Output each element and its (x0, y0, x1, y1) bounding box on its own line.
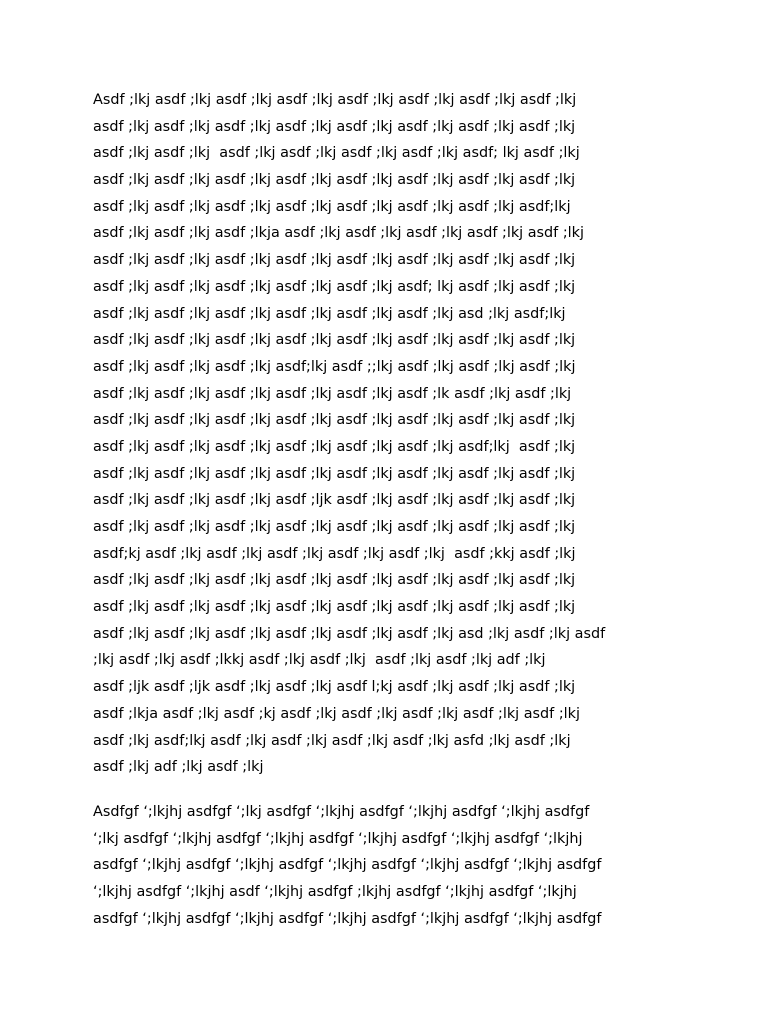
text-line: asdf ;lkj asdf ;lkj asdf ;lkj asdf ;lkj asdf ;lkj asdf ;lkj asdf; lkj asdf ;lkj (93, 145, 580, 162)
text-line: asdf ;lkj asdf ;lkj asdf ;lkj asdf ;lkj asdf ;lkj asdf; lkj asdf ;lkj asdf ;lkj (93, 278, 576, 295)
text-line: asdf ;lkj asdf ;lkj asdf ;lkj asdf ;lkj asdf ;lkj asdf ;lkj asdf ;lkj asdf ;lkj (93, 465, 576, 482)
text-line: asdf ;lkj asdf ;lkj asdf ;lkj asdf ;lkj asdf ;lkj asdf ;lkj asdf ;lkj asdf;lkj (93, 198, 571, 215)
text-line: asdfgf ‘;lkjhj asdfgf ‘;lkjhj asdfgf ‘;lkjhj asdfgf ‘;lkjhj asdfgf ‘;lkjhj asdfgf (93, 910, 602, 927)
text-line: asdf ;ljk asdf ;ljk asdf ;lkj asdf ;lkj asdf l;kj asdf ;lkj asdf ;lkj asdf ;lkj (93, 679, 576, 696)
text-line: ;lkj asdf ;lkj asdf ;lkkj asdf ;lkj asdf ;lkj asdf ;lkj asdf ;lkj adf ;lkj (93, 652, 546, 669)
text-line: asdf ;lkj asdf ;lkj asdf ;lkj asdf ;lkj asdf ;lkj asdf ;lkj asdf;lkj asdf ;lkj (93, 438, 576, 455)
text-line: asdf ;lkj asdf ;lkj asdf ;lkj asdf ;lkj asdf ;lkj asdf ;lk asdf ;lkj asdf ;lkj (93, 385, 572, 402)
text-line: ‘;lkj asdfgf ‘;lkjhj asdfgf ‘;lkjhj asdfgf ‘;lkjhj asdfgf ‘;lkjhj asdfgf ‘;lkjhj (93, 830, 583, 847)
text-line: asdf ;lkj asdf ;lkj asdf ;lkja asdf ;lkj asdf ;lkj asdf ;lkj asdf ;lkj asdf ;lkj (93, 225, 584, 242)
text-line: asdf ;lkj asdf ;lkj asdf ;lkj asdf ;lkj asdf ;lkj asdf ;lkj asdf ;lkj asdf ;lkj (93, 252, 576, 269)
text-line: asdf ;lkj asdf ;lkj asdf ;lkj asdf ;lkj asdf ;lkj asdf ;lkj asdf ;lkj asdf ;lkj (93, 519, 576, 535)
text-line: asdf ;lkj asdf ;lkj asdf ;lkj asdf ;lkj asdf ;lkj asdf ;lkj asd ;lkj asdf;lkj (93, 305, 566, 322)
text-line: Asdf ;lkj asdf ;lkj asdf ;lkj asdf ;lkj asdf ;lkj asdf ;lkj asdf ;lkj asdf ;lkj (93, 92, 577, 108)
text-line: asdf ;lkj asdf ;lkj asdf ;lkj asdf ;lkj asdf ;lkj asdf ;lkj asdf ;lkj asdf ;lkj (93, 172, 576, 189)
text-line: asdf ;lkj asdf;lkj asdf ;lkj asdf ;lkj asdf ;lkj asdf ;lkj asfd ;lkj asdf ;lkj (93, 732, 571, 749)
text-line: asdf ;lkj adf ;lkj asdf ;lkj (93, 759, 264, 776)
paragraph-2 (93, 799, 693, 932)
text-line: Asdfgf ‘;lkjhj asdfgf ‘;lkj asdfgf ‘;lkjhj asdfgf ‘;lkjhj asdfgf ‘;lkjhj asdfgf (93, 804, 590, 820)
text-line: asdf ;lkj asdf ;lkj asdf ;lkj asdf ;lkj asdf ;lkj asdf ;lkj asdf ;lkj asdf ;lkj (93, 332, 576, 349)
text-line: asdf ;lkj asdf ;lkj asdf ;lkj asdf ;lkj asdf ;lkj asdf ;lkj asdf ;lkj asdf ;lkj (93, 599, 576, 616)
text-line: asdf ;lkj asdf ;lkj asdf ;lkj asdf;lkj asdf ;;lkj asdf ;lkj asdf ;lkj asdf ;lkj (93, 358, 576, 375)
text-line: asdfgf ‘;lkjhj asdfgf ‘;lkjhj asdfgf ‘;lkjhj asdfgf ‘;lkjhj asdfgf ‘;lkjhj asdfgf (93, 857, 602, 874)
text-line: asdf ;lkj asdf ;lkj asdf ;lkj asdf ;lkj asdf ;lkj asdf ;lkj asd ;lkj asdf ;lkj asdf (93, 625, 606, 642)
text-line: asdf ;lkj asdf ;lkj asdf ;lkj asdf ;lkj asdf ;lkj asdf ;lkj asdf ;lkj asdf ;lkj (93, 412, 576, 429)
text-line: asdf ;lkj asdf ;lkj asdf ;lkj asdf ;lkj asdf ;lkj asdf ;lkj asdf ;lkj asdf ;lkj (93, 118, 576, 135)
paragraph-1 (93, 87, 693, 781)
text-line: asdf ;lkj asdf ;lkj asdf ;lkj asdf ;ljk asdf ;lkj asdf ;lkj asdf ;lkj asdf ;lkj (93, 492, 576, 509)
text-line: ‘;lkjhj asdfgf ‘;lkjhj asdf ‘;lkjhj asdfgf ;lkjhj asdfgf ‘;lkjhj asdfgf ‘;lkjhj (93, 884, 577, 901)
text-line: asdf ;lkj asdf ;lkj asdf ;lkj asdf ;lkj asdf ;lkj asdf ;lkj asdf ;lkj asdf ;lkj (93, 572, 576, 589)
text-line: asdf;kj asdf ;lkj asdf ;lkj asdf ;lkj asdf ;lkj asdf ;lkj asdf ;kkj asdf ;lkj (93, 545, 576, 562)
text-line: asdf ;lkja asdf ;lkj asdf ;kj asdf ;lkj asdf ;lkj asdf ;lkj asdf ;lkj asdf ;lkj (93, 705, 580, 722)
